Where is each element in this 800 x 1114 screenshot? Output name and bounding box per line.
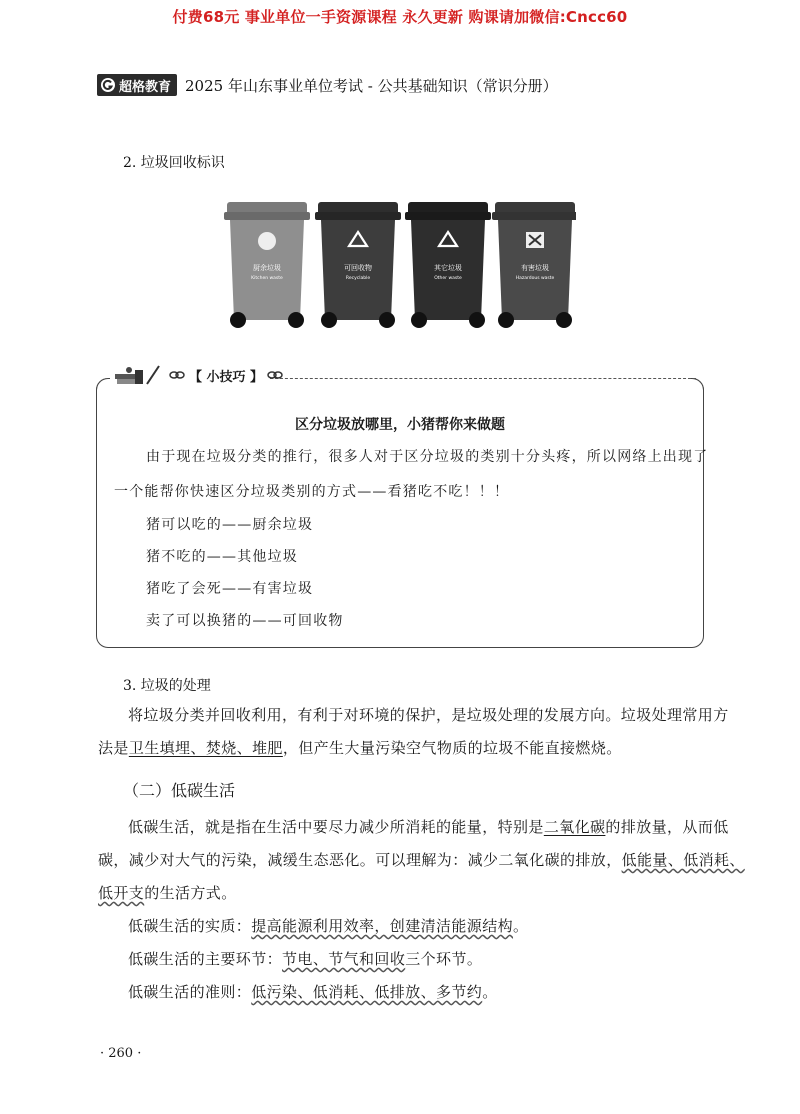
svg-text:其它垃圾: 其它垃圾 [434,264,462,272]
logo-text: 超格教育 [119,79,172,95]
bin-kitchen [224,202,310,328]
bin-kitchen-label: 厨余垃圾 [253,264,281,272]
lowcarbon-line-2: 碳，减少对大气的污染，减缓生态恶化。可以理解为：减少二氧化碳的排放，低能量、低消耗、 [98,851,745,869]
tip-line: 猪可以吃的——厨余垃圾 [146,517,314,533]
link-icon [169,369,185,381]
tip-tab [113,362,283,388]
lowcarbon-line-3: 低开支的生活方式。 [98,884,237,902]
tip-paragraph-cont: 一个能帮你快速区分垃圾类别的方式——看猪吃不吃！！！ [114,484,510,500]
svg-text:Hazardous waste: Hazardous waste [515,276,555,281]
header-title: 2025 年山东事业单位考试 - 公共基础知识（常识分册） [185,76,558,95]
promo-banner: 付费68元 事业单位一手资源课程 永久更新 购课请加微信:Cncc60 [172,8,628,26]
trash-bins-image [224,196,576,332]
lowcarbon-line-1: 低碳生活，就是指在生活中要尽力减少所消耗的能量，特别是二氧化碳的排放量，从而低 [128,818,729,836]
bin-recyclable [315,202,401,328]
section-2-heading: 2. 垃圾回收标识 [123,155,225,171]
section-3-heading: 3. 垃圾的处理 [123,678,211,694]
page-number: · 260 · [100,1046,142,1061]
books-pen-icon [113,362,165,388]
section-3-p2: 法是卫生填埋、焚烧、堆肥，但产生大量污染空气物质的垃圾不能直接燃烧。 [98,739,622,757]
tip-line: 猪不吃的——其他垃圾 [146,549,298,565]
bin-hazardous [492,202,576,328]
tip-title: 区分垃圾放哪里，小猪帮你来做题 [295,417,505,433]
lowcarbon-line-4: 低碳生活的实质：提高能源利用效率，创建清洁能源结构。 [128,917,529,935]
tip-label: 【 小技巧 】 [189,369,264,385]
page-header [97,72,558,98]
section-3-p1: 将垃圾分类并回收利用，有利于对环境的保护，是垃圾处理的发展方向。垃圾处理常用方 [128,706,729,724]
tip-paragraph: 由于现在垃圾分类的推行，很多人对于区分垃圾的类别十分头疼，所以网络上出现了 [146,449,709,465]
tip-divider [270,378,696,379]
svg-text:有害垃圾: 有害垃圾 [521,264,549,272]
svg-text:Kitchen waste: Kitchen waste [251,276,283,281]
brand-logo [97,74,177,96]
lowcarbon-heading: （二）低碳生活 [123,781,236,800]
bin-other [405,202,491,328]
svg-text:Other waste: Other waste [434,276,462,281]
brand-g-icon [100,77,116,93]
svg-text:可回收物: 可回收物 [344,264,372,272]
lowcarbon-line-6: 低碳生活的准则：低污染、低消耗、低排放、多节约。 [128,983,498,1001]
tip-line: 猪吃了会死——有害垃圾 [146,581,314,597]
svg-text:Recyclable: Recyclable [345,276,371,281]
tip-line: 卖了可以换猪的——可回收物 [146,613,344,629]
link-icon [267,369,283,381]
lowcarbon-line-5: 低碳生活的主要环节：节电、节气和回收三个环节。 [128,950,483,968]
